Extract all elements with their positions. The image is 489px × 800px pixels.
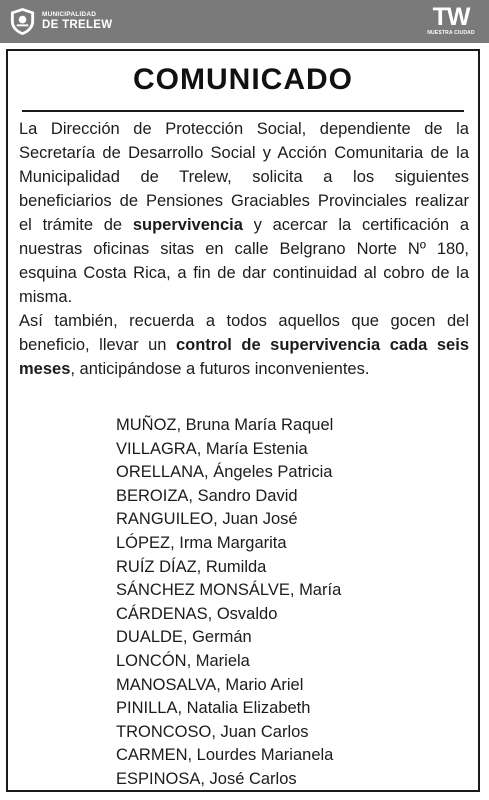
municipality-logo [8,6,112,37]
paragraph-1-text: La Dirección de Protección Social, dependiente de la Secretaría de Desarrollo Social y Acción Comunitaria de la Municipalidad de Trelew, solicita a los siguientes beneficiarios de Pensiones Graciables Provinciales realizar el trámite de [19,120,469,234]
beneficiary-name: DUALDE, Germán [116,628,252,647]
beneficiary-name: LONCÓN, Mariela [116,651,250,670]
beneficiary-name: RANGUILEO, Juan José [116,510,298,529]
beneficiary-name: ESPINOSA, José Carlos [116,769,297,788]
beneficiary-name: TRONCOSO, Juan Carlos [116,722,309,741]
beneficiary-name: ORELLANA, Ángeles Patricia [116,463,333,482]
brand-tagline: NUESTRA CIUDAD [427,30,475,36]
paragraph-1-text-end: y acercar la certificación a nuestras oficinas sitas en calle Belgrano Norte Nº 180, esquina Costa Rica, a fin de dar continuidad al cobro de la misma. [19,216,470,306]
org-name-line1: MUNICIPALIDAD [42,11,97,19]
beneficiary-name: CARMEN, Lourdes Marianela [116,746,334,765]
beneficiary-name: PINILLA, Natalia Elizabeth [116,699,311,718]
paragraph-2-highlight: control de supervivencia cada seis meses [19,336,469,378]
beneficiary-name: RUÍZ DÍAZ, Rumilda [116,557,267,576]
beneficiary-name: CÁRDENAS, Osvaldo [116,604,278,623]
municipal-seal-icon [8,7,37,36]
beneficiary-name: SÁNCHEZ MONSÁLVE, María [116,581,342,600]
brand-logo [425,5,477,39]
paragraph-1 [19,117,469,309]
notice-box [6,49,480,792]
paragraph-1-highlight: supervivencia [132,216,243,234]
beneficiaries-list [116,414,456,792]
org-name-line2: DE TRELEW [42,18,113,31]
paragraph-2-text: Así también, recuerda a todos aquellos que gocen del beneficio, llevar un [19,312,469,354]
beneficiary-name: MUÑOZ, Bruna María Raquel [116,416,334,434]
beneficiary-name: MANOSALVA, Mario Ariel [116,675,304,694]
notice-body [19,117,469,381]
title-divider [22,110,464,112]
paragraph-2-text-end: , anticipándose a futuros inconvenientes. [70,360,370,378]
header-bar [0,0,489,43]
notice-title: COMUNICADO [133,63,353,96]
beneficiary-name: BEROIZA, Sandro David [116,486,298,505]
beneficiary-name: VILLAGRA, María Estenia [116,439,308,458]
brand-mark: TW [432,3,470,31]
paragraph-2 [19,309,469,381]
beneficiary-name: LÓPEZ, Irma Margarita [116,533,287,552]
